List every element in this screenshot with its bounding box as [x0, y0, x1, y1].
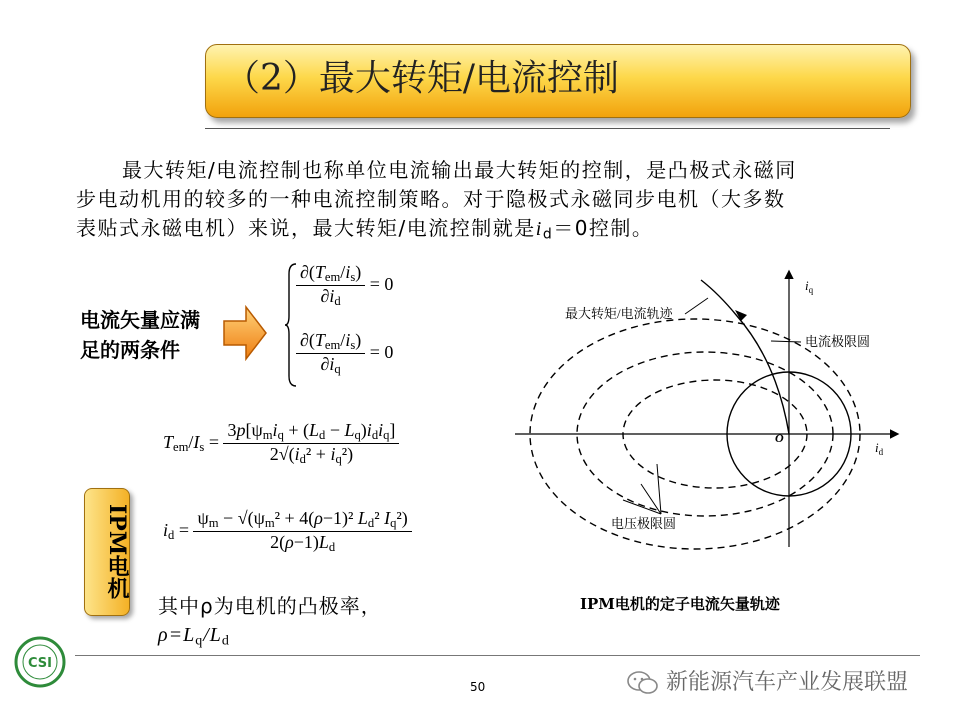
torque-per-amp-formula: $T_{em}/I_s$ = $\frac{3p[\psi_mi_q + (L_d - L_q)i_di_q]}{2√(i_d^2 + i_q^2)}$ — [163, 420, 399, 467]
watermark: 新能源汽车产业发展联盟 — [626, 665, 908, 697]
rho-note — [158, 592, 382, 656]
footer-rule — [75, 655, 920, 656]
intro-line-1: 最大转矩/电流控制也称单位电流输出最大转矩的控制，是凸极式永磁同 — [122, 158, 797, 182]
id-axis-label: $i_d$ — [875, 440, 884, 457]
rho-note-line-1: 其中ρ为电机的凸极率， — [158, 594, 382, 618]
ipm-label-box — [84, 488, 130, 616]
condition-eq-1: $\frac{\partial(T_{em}/i_s)}{\partial i_d}$ = 0 — [296, 262, 393, 309]
mtpa-trajectory — [701, 280, 789, 434]
diagram-caption: IPM电机的定子电流矢量轨迹 — [580, 595, 780, 613]
origin-label: O — [775, 431, 784, 445]
current-vector-diagram — [505, 262, 905, 582]
intro-line-3: 表贴式永磁电机）来说，最大转矩/电流控制就是$i_d=0$控制。 — [76, 216, 654, 243]
voltage-limit-label: 电压极限圆 — [611, 516, 677, 531]
title-bar — [205, 44, 911, 118]
org-logo — [14, 636, 66, 688]
slide-title: （2）最大转矩/电流控制 — [224, 58, 620, 99]
rho-note-line-2: $\rho=L_q/L_d$ — [158, 624, 230, 649]
intro-line-2: 步电动机用的较多的一种电流控制策略。对于隐极式永磁同步电机（大多数 — [76, 187, 786, 211]
iq-axis-label: $i_q$ — [805, 278, 814, 295]
current-limit-label: 电流极限圆 — [805, 334, 871, 349]
conditions-label: 电流矢量应满足的两条件 — [80, 308, 200, 362]
condition-eq-2: $\frac{\partial(T_{em}/i_s)}{\partial i_q}$ = 0 — [296, 330, 393, 377]
ipm-label: IPM电机 — [104, 504, 130, 600]
orange-arrow-icon — [222, 305, 268, 361]
wechat-icon — [626, 669, 660, 697]
intro-paragraph — [76, 156, 896, 250]
mtpa-label: 最大转矩/电流轨迹 — [565, 306, 673, 321]
page-number: 50 — [470, 680, 486, 694]
svg-text:CSI: CSI — [28, 656, 52, 671]
id-formula: $i_d$ = $\frac{\psi_m - √(\psi_m^2 + 4(\rho-1)^2 L_d^2 I_q^2)}{2(\rho-1)L_d}$ — [163, 508, 412, 555]
title-underline — [205, 128, 890, 129]
